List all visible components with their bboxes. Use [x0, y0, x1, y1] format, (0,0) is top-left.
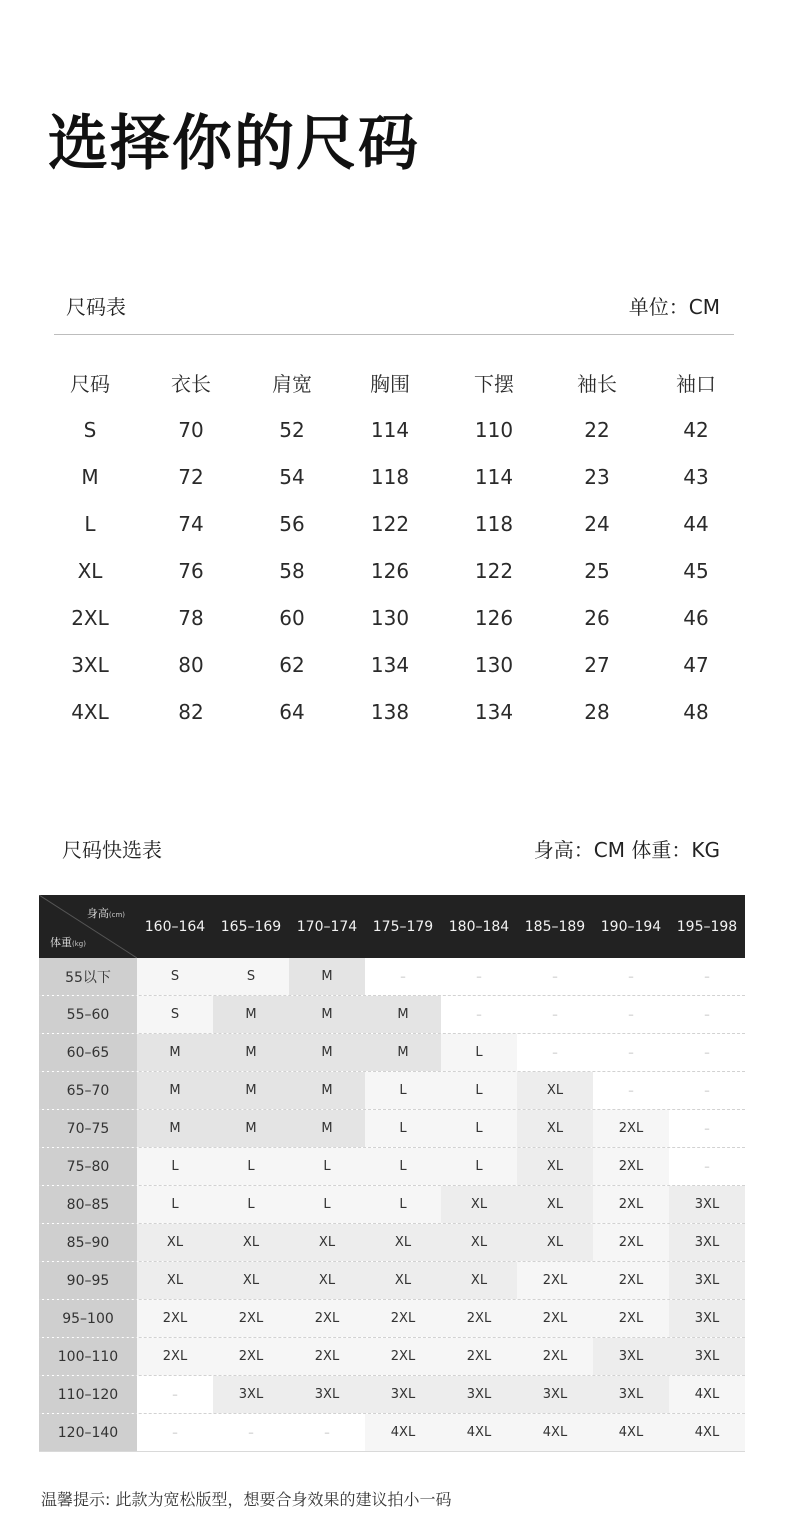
- quick-chart-units: 身高：CM 体重：KG: [533, 838, 720, 862]
- table-cell: 44: [683, 511, 709, 536]
- weight-range-cell: 55–60: [39, 996, 137, 1033]
- size-cell: L: [365, 1148, 441, 1185]
- size-cell: 2XL: [289, 1300, 365, 1337]
- table-cell: M: [81, 464, 99, 489]
- size-cell: 2XL: [441, 1338, 517, 1375]
- size-cell: L: [365, 1110, 441, 1147]
- table-cell: 130: [474, 652, 514, 677]
- divider: [54, 334, 734, 335]
- size-cell: L: [137, 1148, 213, 1185]
- size-cell: –: [593, 1034, 669, 1071]
- weight-range-cell: 90–95: [39, 1262, 137, 1299]
- table-cell: 25: [584, 558, 610, 583]
- table-cell: 24: [584, 511, 610, 536]
- table-cell: 134: [474, 699, 514, 724]
- size-cell: M: [213, 1110, 289, 1147]
- table-cell: 43: [683, 464, 709, 489]
- size-cell: 3XL: [517, 1376, 593, 1413]
- size-cell: 2XL: [517, 1300, 593, 1337]
- size-cell: M: [289, 1110, 365, 1147]
- size-cell: XL: [213, 1224, 289, 1261]
- quick-table-row: [39, 958, 745, 996]
- table-cell: 42: [683, 417, 709, 442]
- size-chart-unit: 单位：CM: [628, 295, 720, 319]
- table-cell: 28: [584, 699, 610, 724]
- size-cell: S: [213, 958, 289, 995]
- size-cell: –: [669, 1034, 745, 1071]
- table-cell: L: [84, 511, 96, 536]
- weight-range-cell: 95–100: [39, 1300, 137, 1337]
- size-cell: –: [669, 958, 745, 995]
- table-cell: 122: [370, 511, 410, 536]
- size-cell: L: [441, 1072, 517, 1109]
- height-range-header: 170–174: [296, 918, 358, 935]
- size-cell: –: [669, 1072, 745, 1109]
- size-cell: L: [441, 1110, 517, 1147]
- size-cell: –: [137, 1414, 213, 1451]
- size-cell: XL: [441, 1262, 517, 1299]
- size-chart-row: [40, 406, 750, 453]
- size-cell: XL: [517, 1072, 593, 1109]
- size-cell: L: [441, 1034, 517, 1071]
- size-cell: 3XL: [593, 1338, 669, 1375]
- size-cell: XL: [441, 1186, 517, 1223]
- size-cell: L: [289, 1148, 365, 1185]
- column-header: 尺码: [70, 371, 110, 396]
- size-cell: M: [289, 1072, 365, 1109]
- quick-table-row: [39, 1110, 745, 1148]
- size-chart-label: 尺码表: [66, 295, 126, 319]
- weight-range-cell: 60–65: [39, 1034, 137, 1071]
- quick-table-row: [39, 996, 745, 1034]
- size-cell: 2XL: [593, 1110, 669, 1147]
- weight-range-cell: 70–75: [39, 1110, 137, 1147]
- column-header: 袖长: [577, 371, 617, 396]
- table-cell: 62: [279, 652, 305, 677]
- size-cell: 4XL: [669, 1414, 745, 1451]
- table-cell: 56: [279, 511, 305, 536]
- size-cell: M: [137, 1034, 213, 1071]
- table-cell: 74: [178, 511, 204, 536]
- size-cell: 3XL: [213, 1376, 289, 1413]
- size-cell: 2XL: [213, 1300, 289, 1337]
- table-cell: 54: [279, 464, 305, 489]
- weight-range-cell: 120–140: [39, 1414, 137, 1451]
- quick-table-row: [39, 1262, 745, 1300]
- size-cell: M: [213, 1034, 289, 1071]
- size-cell: –: [593, 958, 669, 995]
- table-cell: 2XL: [71, 605, 109, 630]
- size-cell: 3XL: [669, 1186, 745, 1223]
- size-cell: 4XL: [669, 1376, 745, 1413]
- table-cell: 82: [178, 699, 204, 724]
- table-cell: XL: [77, 558, 103, 583]
- size-cell: 2XL: [517, 1262, 593, 1299]
- table-cell: 126: [370, 558, 410, 583]
- size-cell: L: [213, 1148, 289, 1185]
- size-cell: M: [289, 996, 365, 1033]
- size-cell: M: [365, 996, 441, 1033]
- size-cell: –: [441, 958, 517, 995]
- table-cell: 126: [474, 605, 514, 630]
- quick-table-row: [39, 1300, 745, 1338]
- column-header: 肩宽: [272, 371, 312, 396]
- size-cell: L: [365, 1186, 441, 1223]
- size-cell: M: [289, 1034, 365, 1071]
- quick-table-header: [39, 895, 745, 958]
- size-cell: M: [289, 958, 365, 995]
- size-cell: 4XL: [365, 1414, 441, 1451]
- weight-range-cell: 80–85: [39, 1186, 137, 1223]
- size-cell: L: [137, 1186, 213, 1223]
- height-range-header: 185–189: [524, 918, 586, 935]
- size-cell: 4XL: [517, 1414, 593, 1451]
- table-cell: 72: [178, 464, 204, 489]
- quick-table-row: [39, 1338, 745, 1376]
- size-cell: M: [137, 1072, 213, 1109]
- size-cell: XL: [137, 1224, 213, 1261]
- header-corner: [39, 895, 137, 958]
- size-cell: 4XL: [441, 1414, 517, 1451]
- size-cell: 2XL: [289, 1338, 365, 1375]
- size-chart-row: [40, 500, 750, 547]
- table-cell: 78: [178, 605, 204, 630]
- size-cell: XL: [213, 1262, 289, 1299]
- size-cell: XL: [517, 1148, 593, 1185]
- table-cell: 46: [683, 605, 709, 630]
- quick-table-row: [39, 1072, 745, 1110]
- table-cell: 60: [279, 605, 305, 630]
- quick-table-row: [39, 1186, 745, 1224]
- table-cell: 114: [370, 417, 410, 442]
- table-cell: 52: [279, 417, 305, 442]
- size-cell: –: [593, 1072, 669, 1109]
- height-range-header: 180–184: [448, 918, 510, 935]
- column-header: 下摆: [474, 371, 514, 396]
- table-cell: 134: [370, 652, 410, 677]
- size-cell: 2XL: [593, 1262, 669, 1299]
- table-cell: 118: [370, 464, 410, 489]
- size-chart-row: [40, 547, 750, 594]
- table-cell: 138: [370, 699, 410, 724]
- column-header: 衣长: [171, 371, 211, 396]
- table-cell: 80: [178, 652, 204, 677]
- height-range-header: 195–198: [676, 918, 738, 935]
- size-cell: 2XL: [593, 1300, 669, 1337]
- height-range-header: 175–179: [372, 918, 434, 935]
- quick-table-row: [39, 1034, 745, 1072]
- fit-note: 温馨提示: 此款为宽松版型，想要合身效果的建议拍小一码: [41, 1490, 452, 1509]
- table-cell: 45: [683, 558, 709, 583]
- table-cell: 27: [584, 652, 610, 677]
- weight-range-cell: 100–110: [39, 1338, 137, 1375]
- size-chart-row: [40, 453, 750, 500]
- size-cell: 2XL: [137, 1300, 213, 1337]
- size-cell: 2XL: [517, 1338, 593, 1375]
- quick-table-row: [39, 1376, 745, 1414]
- table-cell: S: [83, 417, 97, 442]
- table-cell: 130: [370, 605, 410, 630]
- size-cell: 2XL: [593, 1148, 669, 1185]
- weight-range-cell: 75–80: [39, 1148, 137, 1185]
- size-cell: XL: [289, 1224, 365, 1261]
- size-cell: –: [289, 1414, 365, 1451]
- size-cell: XL: [289, 1262, 365, 1299]
- table-cell: 70: [178, 417, 204, 442]
- size-cell: 4XL: [593, 1414, 669, 1451]
- size-cell: 3XL: [669, 1338, 745, 1375]
- table-cell: 3XL: [71, 652, 109, 677]
- size-chart-table: [40, 358, 750, 735]
- size-cell: L: [289, 1186, 365, 1223]
- size-cell: XL: [365, 1262, 441, 1299]
- size-cell: –: [517, 958, 593, 995]
- size-cell: XL: [517, 1224, 593, 1261]
- size-cell: L: [441, 1148, 517, 1185]
- table-cell: 22: [584, 417, 610, 442]
- weight-range-cell: 55以下: [39, 958, 137, 995]
- height-range-header: 190–194: [600, 918, 662, 935]
- size-cell: 2XL: [213, 1338, 289, 1375]
- size-cell: –: [137, 1376, 213, 1413]
- size-cell: 2XL: [441, 1300, 517, 1337]
- size-cell: L: [365, 1072, 441, 1109]
- height-range-header: 160–164: [144, 918, 206, 935]
- size-cell: XL: [517, 1110, 593, 1147]
- column-header: 胸围: [370, 371, 410, 396]
- size-chart-row: [40, 641, 750, 688]
- weight-axis-label: 体重(kg): [50, 936, 86, 949]
- size-cell: –: [517, 996, 593, 1033]
- weight-range-cell: 65–70: [39, 1072, 137, 1109]
- table-cell: 47: [683, 652, 709, 677]
- size-cell: 3XL: [593, 1376, 669, 1413]
- table-cell: 48: [683, 699, 709, 724]
- size-cell: 3XL: [289, 1376, 365, 1413]
- size-cell: M: [137, 1110, 213, 1147]
- table-cell: 26: [584, 605, 610, 630]
- size-cell: 3XL: [365, 1376, 441, 1413]
- table-cell: 110: [474, 417, 514, 442]
- quick-chart-label: 尺码快选表: [62, 838, 162, 862]
- size-cell: –: [669, 996, 745, 1033]
- size-cell: XL: [517, 1186, 593, 1223]
- size-cell: S: [137, 996, 213, 1033]
- size-cell: XL: [137, 1262, 213, 1299]
- size-cell: –: [441, 996, 517, 1033]
- size-cell: –: [669, 1148, 745, 1185]
- size-cell: S: [137, 958, 213, 995]
- table-cell: 4XL: [71, 699, 109, 724]
- size-chart-header-row: [40, 358, 750, 406]
- weight-range-cell: 85–90: [39, 1224, 137, 1261]
- table-cell: 114: [474, 464, 514, 489]
- table-cell: 64: [279, 699, 305, 724]
- page-title: 选择你的尺码: [48, 109, 420, 179]
- size-cell: –: [669, 1110, 745, 1147]
- height-range-header: 165–169: [220, 918, 282, 935]
- size-cell: 3XL: [669, 1262, 745, 1299]
- size-cell: L: [213, 1186, 289, 1223]
- quick-table-row: [39, 1224, 745, 1262]
- size-cell: –: [517, 1034, 593, 1071]
- quick-table-row: [39, 1148, 745, 1186]
- size-cell: 2XL: [365, 1300, 441, 1337]
- height-axis-label: 身高(cm): [86, 907, 125, 920]
- size-cell: M: [213, 1072, 289, 1109]
- table-cell: 118: [474, 511, 514, 536]
- size-cell: XL: [441, 1224, 517, 1261]
- size-cell: –: [593, 996, 669, 1033]
- size-cell: 3XL: [669, 1300, 745, 1337]
- size-cell: 2XL: [593, 1186, 669, 1223]
- column-header: 袖口: [676, 371, 716, 396]
- table-cell: 23: [584, 464, 610, 489]
- size-cell: M: [213, 996, 289, 1033]
- size-cell: 3XL: [441, 1376, 517, 1413]
- table-cell: 122: [474, 558, 514, 583]
- table-cell: 76: [178, 558, 204, 583]
- quick-table-body: [39, 958, 745, 1452]
- size-cell: 2XL: [593, 1224, 669, 1261]
- size-cell: XL: [365, 1224, 441, 1261]
- size-cell: M: [365, 1034, 441, 1071]
- size-cell: 2XL: [365, 1338, 441, 1375]
- size-cell: –: [365, 958, 441, 995]
- size-cell: –: [213, 1414, 289, 1451]
- size-chart-row: [40, 594, 750, 641]
- table-cell: 58: [279, 558, 305, 583]
- quick-size-table: [39, 895, 745, 1452]
- quick-table-row: [39, 1414, 745, 1452]
- weight-range-cell: 110–120: [39, 1376, 137, 1413]
- size-cell: 3XL: [669, 1224, 745, 1261]
- size-chart-row: [40, 688, 750, 735]
- size-cell: 2XL: [137, 1338, 213, 1375]
